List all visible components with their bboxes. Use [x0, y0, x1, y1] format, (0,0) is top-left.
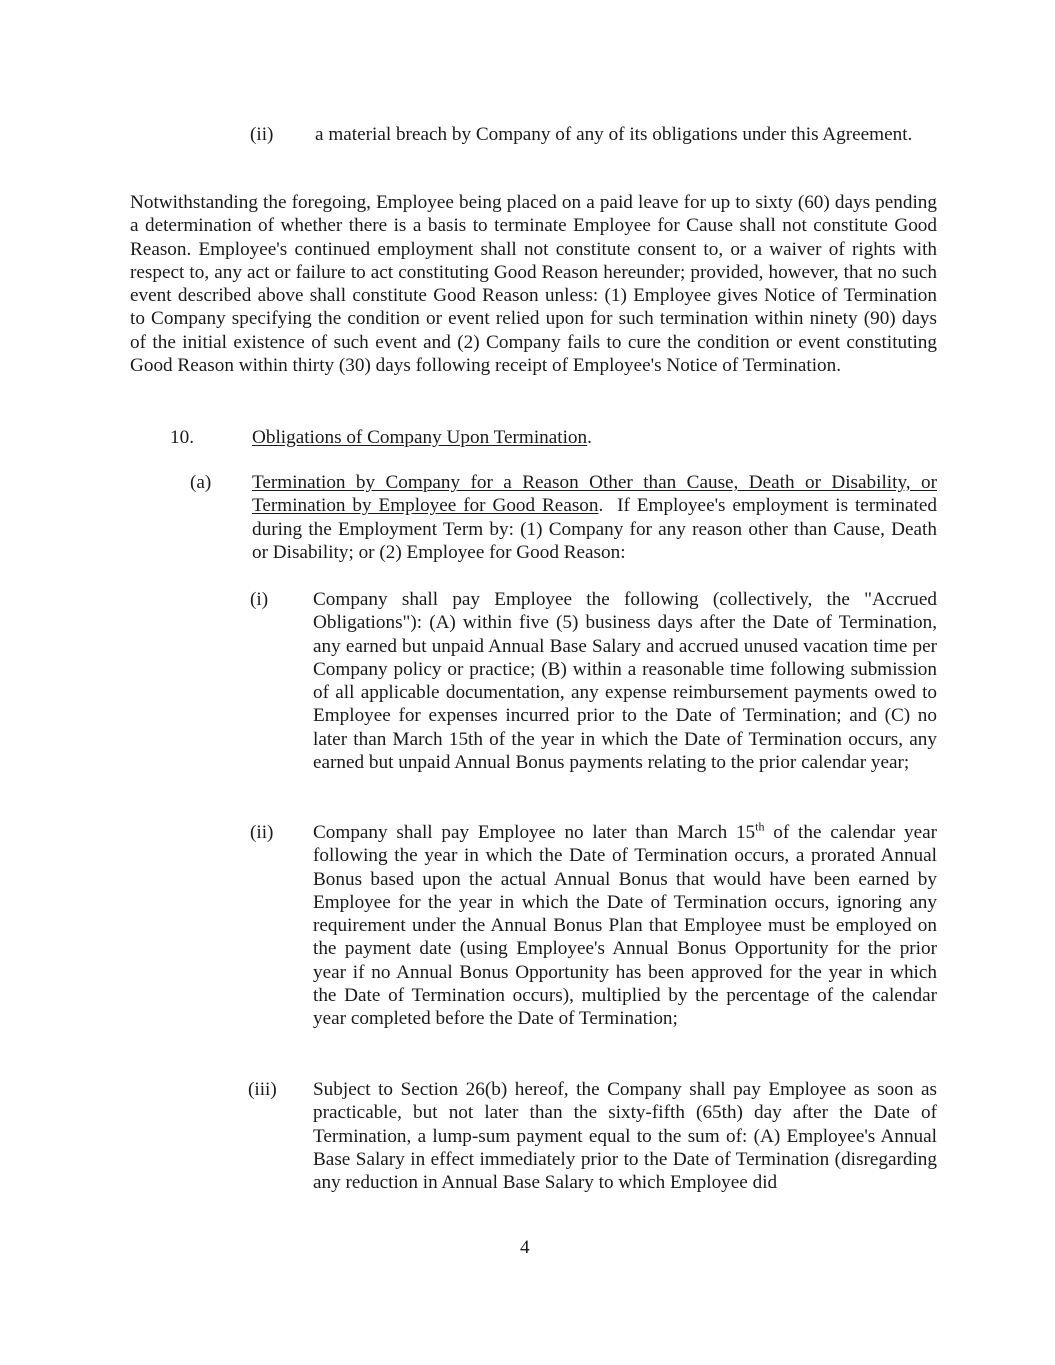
item-ii-top-label: (ii) — [250, 124, 274, 145]
item-ii-text-after: of the calendar year following the year in which the Date of Termination occurs, a prorated Annual Bonus based upon the actual Annual Bonus that would have been earned by Employee for the year in which the Date of Termination occurs, ignoring any requirement under the Annual Bonus Plan that Employee must be employed on the payment date (using Employee's Annual Bonus Opportunity for the prior year if no Annual Bonus Opportunity has been approved for the year in which the Date of Termination occurs), multiplied by the percentage of the calendar year completed before the Date of Termination; — [313, 822, 938, 1030]
item-ii-text-before: Company shall pay Employee no later than March 15 — [313, 822, 756, 843]
section-10-heading-text: Obligations of Company Upon Termination — [252, 427, 588, 448]
page-number: 4 — [520, 1237, 530, 1258]
item-iii-text: Subject to Section 26(b) hereof, the Company shall pay Employee as soon as practicable, but not later than the sixty-fifth (65th) day after the Date of Termination, a lump-sum payment equal to the sum of: (A) Employee's Annual Base Salary in effect immediately prior to the Date of Termination (disregarding any reduction in Annual Base Salary to which Employee did — [313, 1079, 937, 1194]
subsection-a-heading: Termination by Company for a Reason Other than Cause, Death or Disability, or Termination by Employee for Good Reason — [252, 472, 937, 517]
item-iii-label: (iii) — [248, 1079, 277, 1100]
item-ii-superscript: th — [755, 819, 765, 834]
notwithstanding-paragraph: Notwithstanding the foregoing, Employee being placed on a paid leave for up to sixty (60) days pending a determination of whether there is a basis to terminate Employee for Cause shall not constitute Good Reason. Employee's continued employment shall not constitute consent to, or a waiver of rights with respect to, any act or failure to act constituting Good Reason hereunder; provided, however, that no such event described above shall constitute Good Reason unless: (1) Employee gives Notice of Termination to Company specifying the condition or event relied upon for such termination within ninety (90) days of the initial existence of such event and (2) Company fails to cure the condition or event constituting Good Reason within thirty (30) days following receipt of Employee's Notice of Termination. — [130, 192, 937, 377]
section-10-heading: Obligations of Company Upon Termination. — [252, 427, 592, 448]
item-ii-body — [313, 821, 937, 1031]
item-ii-label: (ii) — [250, 822, 274, 843]
section-10-number: 10. — [170, 427, 194, 448]
subsection-a-body: Termination by Company for a Reason Other than Cause, Death or Disability, or Termination by Employee for Good Reason. If Employee's employment is terminated during the Employment Term by: (1) Company for any reason other than Cause, Death or Disability; or (2) Employee for Good Reason: — [252, 472, 937, 563]
item-ii-top-text: a material breach by Company of any of its obligations under this Agreement. — [315, 124, 913, 145]
subsection-a-text: If Employee's employment is terminated during the Employment Term by: (1) Company for any reason other than Cause, Death or Disability; or (2) Employee for Good Reason: — [252, 495, 937, 563]
item-i-label: (i) — [250, 589, 269, 610]
item-i-text: Company shall pay Employee the following (collectively, the "Accrued Obligations"): (A) within five (5) business days after the Date of Termination, any earned but unpaid Annual Base Salary and accrued unused vacation time per Company policy or practice; (B) within a reasonable time following submission of all applicable documentation, any expense reimbursement payments owed to Employee for expenses incurred prior to the Date of Termination; and (C) no later than March 15th of the year in which the Date of Termination occurs, any earned but unpaid Annual Bonus payments relating to the prior calendar year; — [313, 589, 937, 774]
subsection-a-label: (a) — [190, 472, 212, 493]
